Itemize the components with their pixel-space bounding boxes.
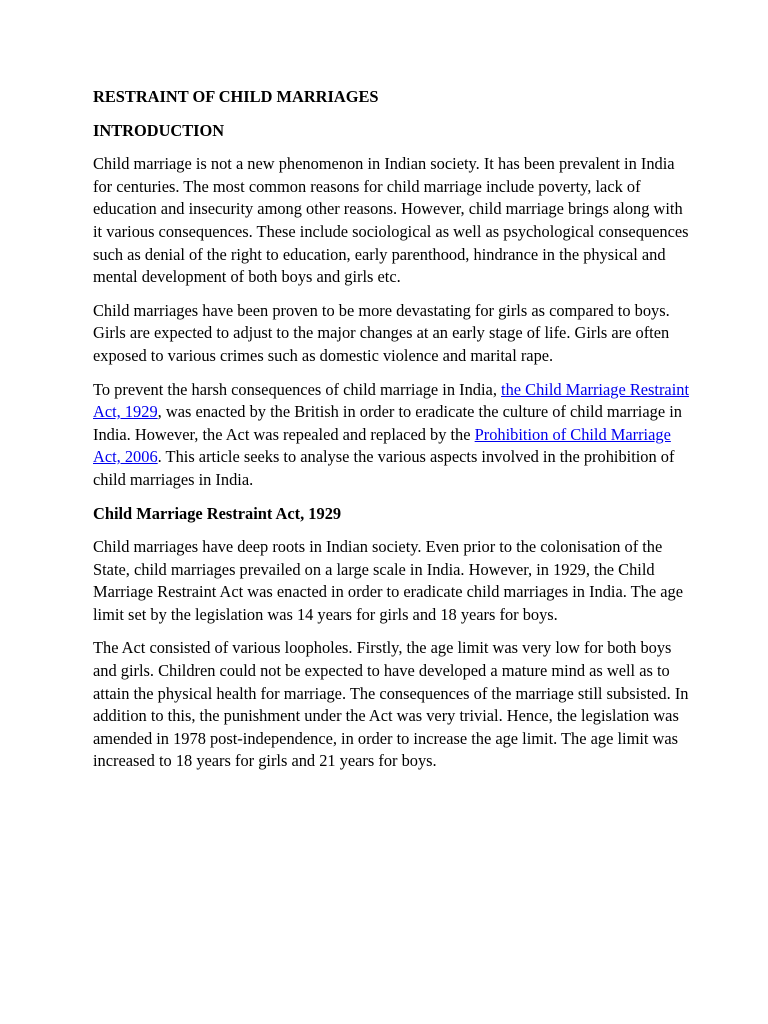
paragraph-3-text-3: . This article seeks to analyse the various aspects involved in the prohibition of child marriages in India. <box>93 447 675 489</box>
paragraph-3-text-1: To prevent the harsh consequences of child marriage in India, <box>93 379 502 399</box>
prohibition-of-child-marriage-act-link[interactable]: Prohibition of Child Marriage Act, 2006 <box>93 424 671 467</box>
paragraph-2: Child marriages have been proven to be more devastating for girls as compared to boys. Girls are expected to adjust to the major changes at an early stage of life. Girls are often exposed to various crimes such as domestic violence and marital rape. <box>93 300 670 365</box>
paragraph-3-text-2: , was enacted by the British in order to eradicate the culture of child marriage in India. However, the Act was repealed and replaced by the <box>93 402 682 444</box>
child-marriage-restraint-act-link[interactable]: the Child Marriage Restraint Act, 1929 <box>93 379 690 422</box>
document-title: RESTRAINT OF CHILD MARRIAGES <box>93 87 379 106</box>
paragraph-3 <box>93 379 693 492</box>
section-heading: Child Marriage Restraint Act, 1929 <box>93 503 342 523</box>
introduction-heading: INTRODUCTION <box>93 120 225 140</box>
paragraph-1: Child marriage is not a new phenomenon in Indian society. It has been prevalent in India for centuries. The most common reasons for child marriage include poverty, lack of education and insecurity among other reasons. However, child marriage brings along with it various consequences. These include sociological as well as psychological consequences such as denial of the right to education, early parenthood, hindrance in the physical and mental development of both boys and girls etc. <box>93 154 689 287</box>
document-body <box>93 86 693 784</box>
paragraph-4: Child marriages have deep roots in Indian society. Even prior to the colonisation of the State, child marriages prevailed on a large scale in India. However, in 1929, the Child Marriage Restraint Act was enacted in order to eradicate child marriages in India. The age limit set by the legislation was 14 years for girls and 18 years for boys. <box>93 537 683 624</box>
paragraph-5: The Act consisted of various loopholes. Firstly, the age limit was very low for both boys and girls. Children could not be expected to have developed a mature mind as well as to attain the physical health for marriage. The consequences of the marriage still subsisted. In addition to this, the punishment under the Act was very trivial. Hence, the legislation was amended in 1978 post-independence, in order to increase the age limit. The age limit was increased to 18 years for girls and 21 years for boys. <box>93 638 689 771</box>
